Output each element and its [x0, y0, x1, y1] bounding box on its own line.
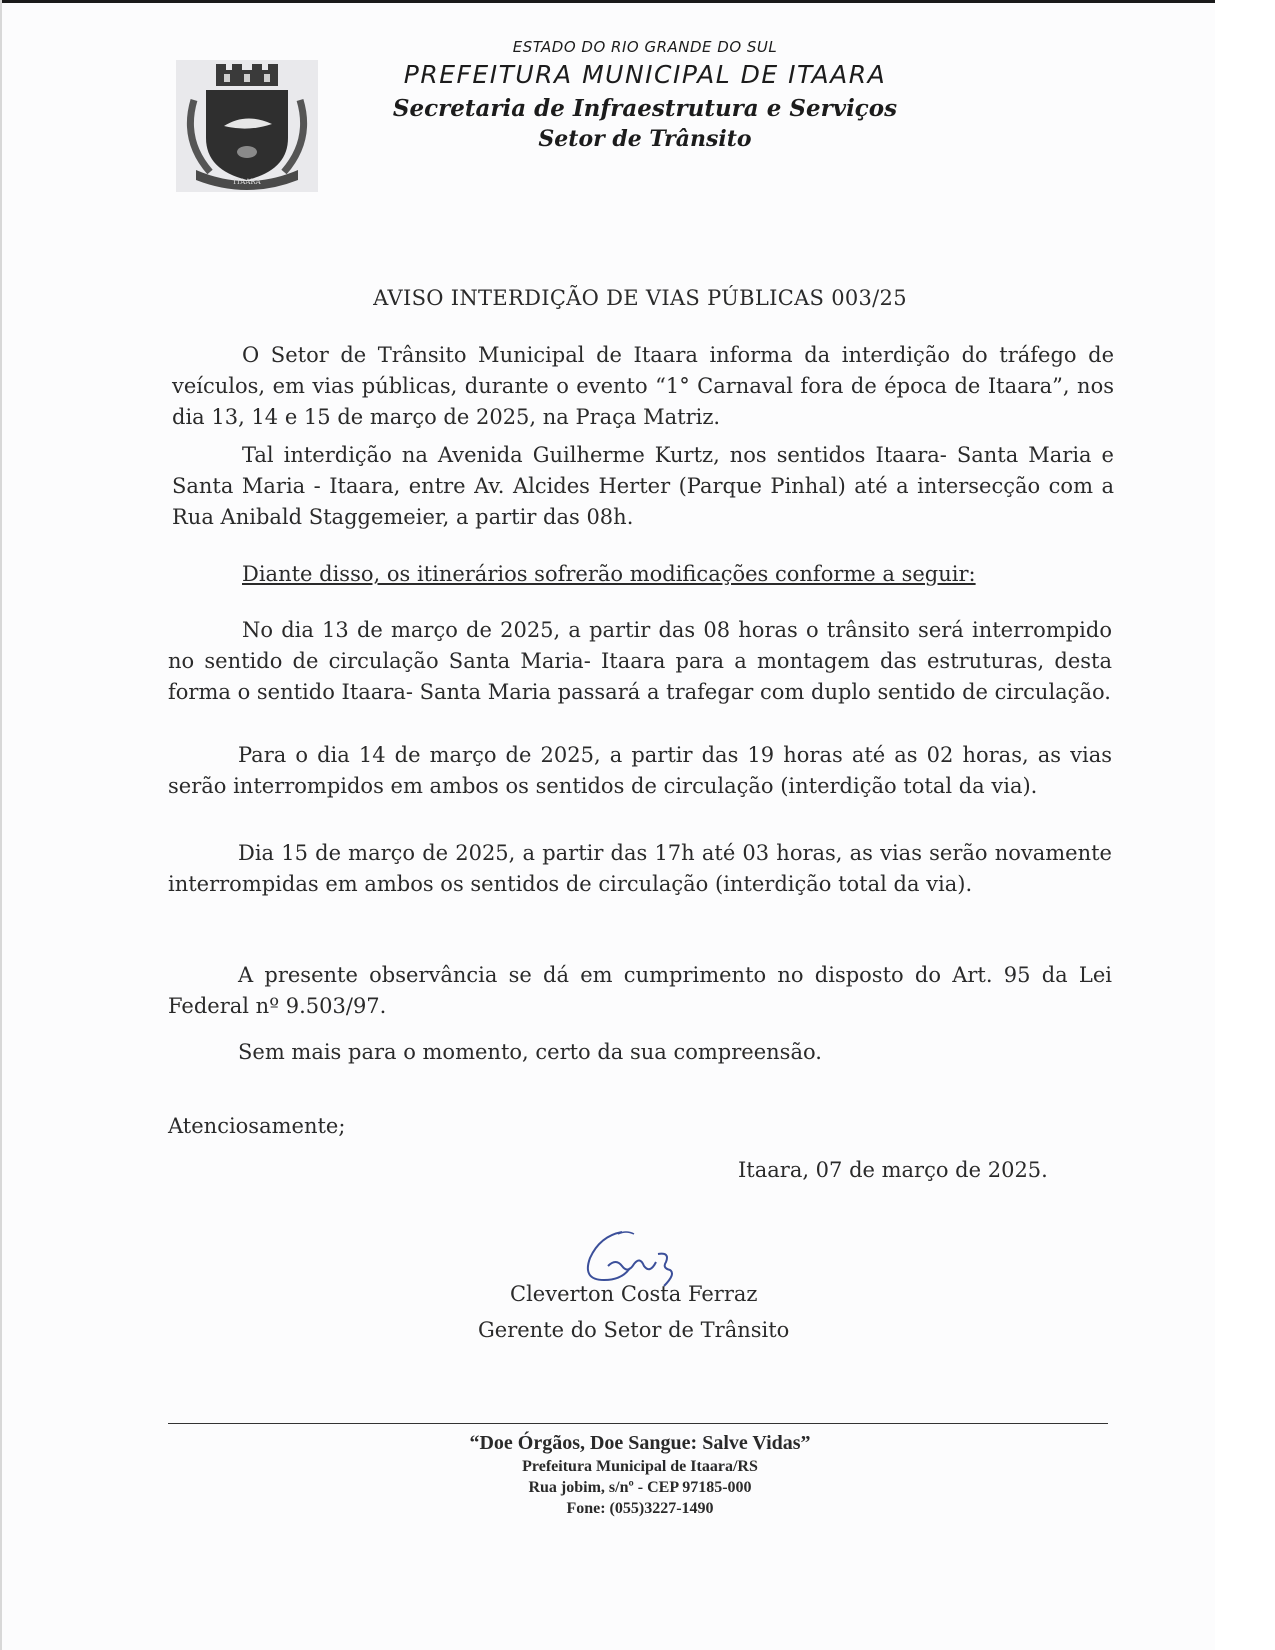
- state-name: ESTADO DO RIO GRANDE DO SUL: [512, 38, 778, 56]
- paragraph-intro: O Setor de Trânsito Municipal de Itaara informa da interdição do tráfego de veículos, em vias públicas, durante o evento “1° Carnaval fora de época de Itaara”, nos dia 13, 14 e 15 de março de 2025, na Praça Matriz.: [172, 343, 1114, 429]
- scan-edge-left: [0, 0, 2, 1650]
- footer-divider: [168, 1423, 1108, 1424]
- notice-title: AVISO INTERDIÇÃO DE VIAS PÚBLICAS 003/25: [373, 286, 907, 310]
- paragraph-itineraries-heading: Diante disso, os itinerários sofrerão modificações conforme a seguir:: [242, 562, 976, 586]
- prefecture-name: PREFEITURA MUNICIPAL DE ITAARA: [403, 60, 887, 89]
- signatory-role: Gerente do Setor de Trânsito: [478, 1318, 790, 1342]
- signatory-name: Cleverton Costa Ferraz: [510, 1282, 758, 1306]
- footer-organization: Prefeitura Municipal de Itaara/RS: [522, 1458, 758, 1475]
- document-date: Itaara, 07 de março de 2025.: [738, 1158, 1048, 1182]
- crest-ribbon-text: ITAARA: [233, 178, 261, 186]
- closing-salutation: Atenciosamente;: [168, 1114, 346, 1138]
- municipal-crest-icon: [176, 60, 318, 192]
- footer-address: Rua jobim, s/nº - CEP 97185-000: [528, 1479, 752, 1496]
- paragraph-closing-remark: Sem mais para o momento, certo da sua compreensão.: [238, 1040, 822, 1064]
- scan-edge-top: [0, 0, 1220, 3]
- paragraph-day-14: Para o dia 14 de março de 2025, a partir das 19 horas até as 02 horas, as vias serão interrompidos em ambos os sentidos de circulação (interdição total da via).: [168, 743, 1112, 798]
- paragraph-interdiction: Tal interdição na Avenida Guilherme Kurtz, nos sentidos Itaara- Santa Maria e Santa Maria - Itaara, entre Av. Alcides Herter (Parque Pinhal) até a intersecção com a Rua Anibald Staggemeier, a partir das 08h.: [172, 443, 1114, 529]
- scan-edge-right: [1215, 0, 1275, 1650]
- sector-name: Setor de Trânsito: [538, 126, 752, 152]
- paragraph-day-13: No dia 13 de março de 2025, a partir das 08 horas o trânsito será interrompido no sentido de circulação Santa Maria- Itaara para a montagem das estruturas, desta forma o sentido Itaara- Santa Maria passará a trafegar com duplo sentido de circulação.: [168, 618, 1112, 704]
- paragraph-day-15: Dia 15 de março de 2025, a partir das 17h até 03 horas, as vias serão novamente interrompidas em ambos os sentidos de circulação (interdição total da via).: [168, 841, 1112, 896]
- paragraph-legal-basis: A presente observância se dá em cumprimento no disposto do Art. 95 da Lei Federal nº 9.503/97.: [168, 963, 1112, 1018]
- secretariat-name: Secretaria de Infraestrutura e Serviços: [392, 95, 898, 122]
- footer: [380, 1430, 900, 1518]
- footer-slogan: “Doe Órgãos, Doe Sangue: Salve Vidas”: [469, 1432, 811, 1454]
- footer-phone: Fone: (055)3227-1490: [566, 1500, 714, 1517]
- letterhead: [380, 36, 910, 152]
